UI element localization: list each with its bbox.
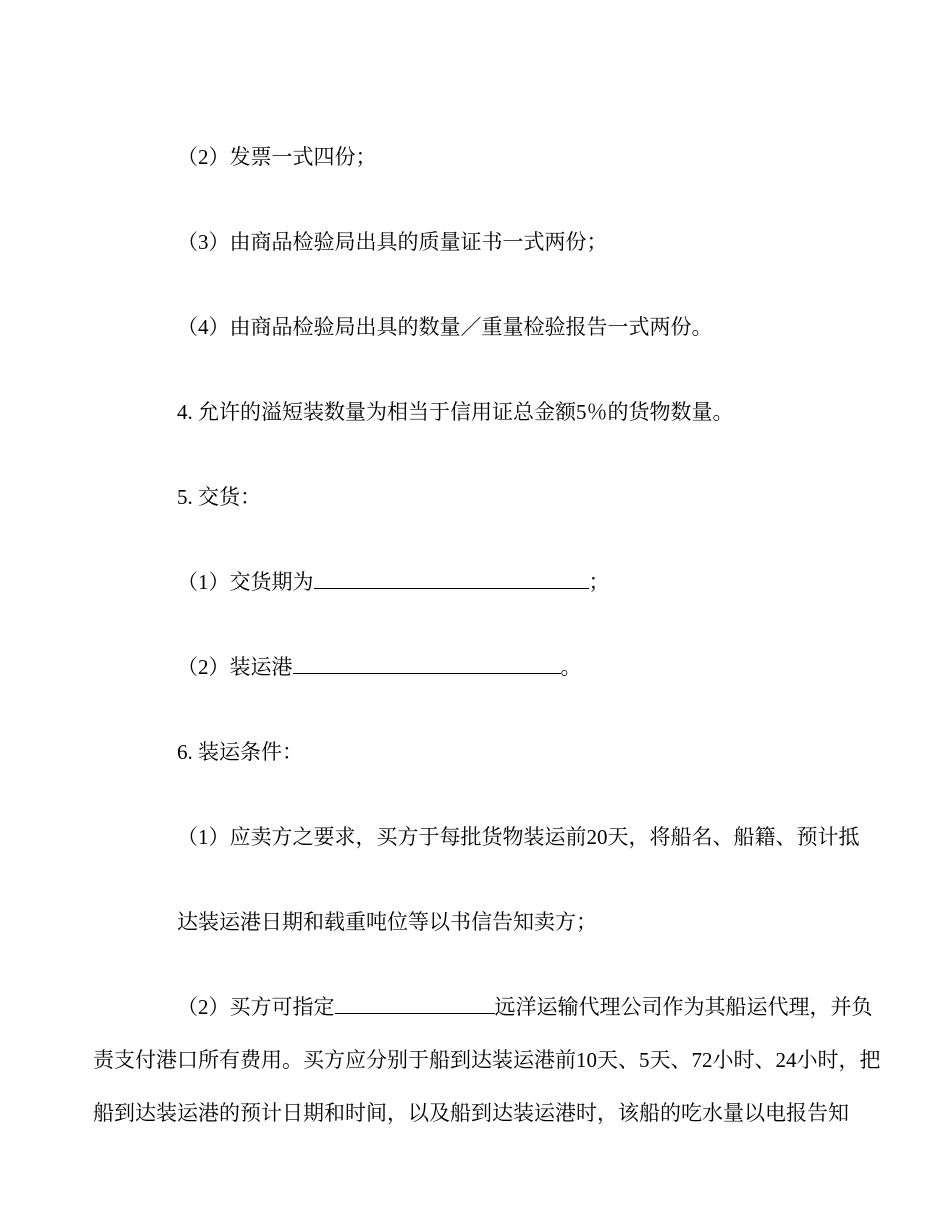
paragraph <box>93 1098 860 1128</box>
blank-underline <box>293 653 561 674</box>
blank-underline <box>314 568 589 589</box>
text-run: 5. 交货： <box>177 485 261 509</box>
text-run: 。 <box>560 655 582 679</box>
text-run: 6. 装运条件： <box>177 740 303 764</box>
paragraph <box>93 822 860 852</box>
blank-underline <box>335 993 495 1014</box>
paragraph <box>93 567 860 597</box>
text-run: ； <box>588 570 610 594</box>
text-run: 远洋运输代理公司作为其船运代理，并负 <box>494 995 873 1019</box>
text-run: （1）应卖方之要求，买方于每批货物装运前20天，将船名、船籍、预计抵 <box>177 825 860 849</box>
paragraph <box>93 737 860 767</box>
paragraph <box>93 1045 881 1075</box>
text-run: 达装运港日期和载重吨位等以书信告知卖方； <box>177 910 597 934</box>
text-run: （4）由商品检验局出具的数量／重量检验报告一式两份。 <box>177 315 713 339</box>
paragraph <box>93 907 860 937</box>
paragraph <box>93 142 860 172</box>
text-run: （2）装运港 <box>177 655 293 679</box>
text-run: （2）买方可指定 <box>177 995 335 1019</box>
paragraph <box>93 652 860 682</box>
text-run: （3）由商品检验局出具的质量证书一式两份； <box>177 230 608 254</box>
paragraph <box>93 482 860 512</box>
paragraph <box>93 227 860 257</box>
paragraph <box>93 397 860 427</box>
text-run: （2）发票一式四份； <box>177 145 377 169</box>
paragraph <box>93 992 873 1022</box>
document-body <box>93 142 881 1128</box>
paragraph <box>93 312 860 342</box>
text-run: （1）交货期为 <box>177 570 314 594</box>
text-run: 4. 允许的溢短装数量为相当于信用证总金额5％的货物数量。 <box>177 400 734 424</box>
text-run: 责支付港口所有费用。买方应分别于船到达装运港前10天、5天、72小时、24小时，把 <box>93 1048 881 1072</box>
text-run: 船到达装运港的预计日期和时间，以及船到达装运港时，该船的吃水量以电报告知 <box>93 1101 849 1125</box>
